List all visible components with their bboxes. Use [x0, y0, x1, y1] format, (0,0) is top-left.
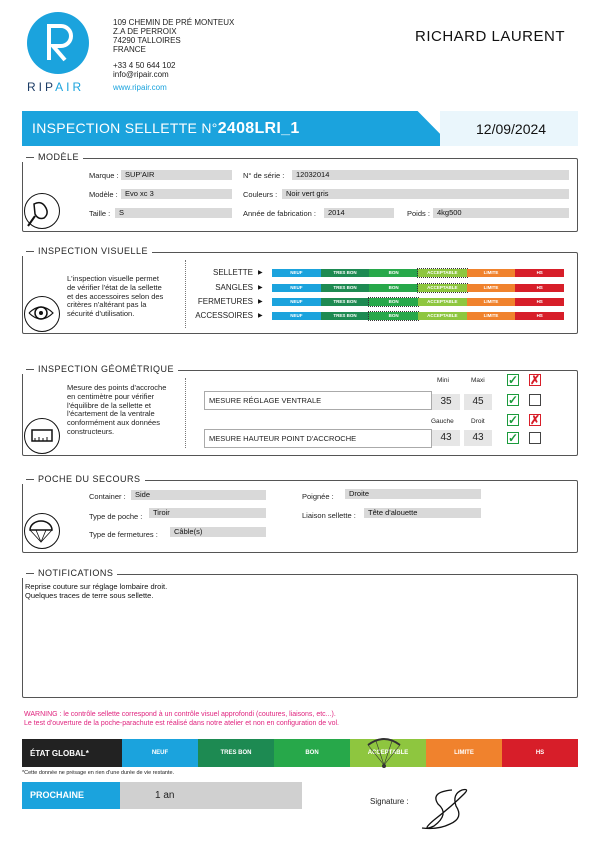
mesure1-max-value: 45 [464, 394, 492, 410]
secours-title: POCHE DU SECOURS [22, 474, 145, 484]
ripair-logo [27, 12, 89, 74]
logo-r-icon [27, 12, 89, 74]
couleurs-label: Couleurs : [243, 190, 278, 199]
revision-label: PROCHAINE RÉVISION [22, 782, 120, 809]
mesure2-right-value: 43 [464, 430, 492, 446]
type-poche-value: Tiroir [149, 508, 266, 518]
type-fermetures-value: Câble(s) [170, 527, 266, 537]
visuelle-description: L'inspection visuelle permet de vérifier l'état de la sellette et des accessoires selon des critères n'altérant pas la sécurité d'utilisation. [67, 274, 164, 319]
poignee-label: Poignée : [302, 492, 334, 501]
liaison-label: Liaison sellette : [302, 511, 356, 520]
serie-label: N° de série : [243, 171, 285, 180]
mesure2-header-right: Droit [471, 418, 485, 425]
rating-cell[interactable]: NEUF [272, 312, 321, 320]
global-scale-hs: HS [502, 739, 578, 767]
eye-icon [24, 296, 60, 332]
arrow-right-icon: ▶ [258, 270, 263, 276]
rating-cell[interactable]: HS [515, 284, 564, 292]
brand-name: RIPAIR [27, 80, 85, 94]
modele-label: Modèle : [89, 190, 118, 199]
rating-cell[interactable]: TRES BON [321, 298, 370, 306]
rating-cell[interactable]: TRES BON [321, 269, 370, 277]
poignee-value: Droite [345, 489, 481, 499]
marque-label: Marque : [89, 171, 119, 180]
mesure1-header-min: Mini [437, 377, 449, 384]
mesure1-min-value: 35 [432, 394, 460, 410]
rating-cell[interactable]: ACCEPTABLE [418, 284, 467, 292]
paraglider-marker-icon [364, 733, 404, 773]
type-fermetures-label: Type de fermetures : [89, 530, 158, 539]
global-label: ÉTAT GLOBAL* [22, 739, 122, 767]
container-value: Side [131, 490, 266, 500]
rating-cell[interactable]: BON [369, 312, 418, 320]
signature-label: Signature : [370, 797, 409, 806]
rating-cell[interactable]: NEUF [272, 284, 321, 292]
harness-icon [24, 193, 60, 229]
visuelle-row-label: ACCESSOIRES [195, 311, 253, 320]
mesure1-label: MESURE RÉGLAGE VENTRALE [204, 391, 432, 410]
arrow-right-icon: ▶ [258, 285, 263, 291]
revision-value: 1 an [120, 782, 302, 809]
visuelle-row-label: SELLETTE [212, 268, 253, 277]
checkbox-ko-mesure2[interactable] [529, 432, 541, 444]
poids-value: 4kg500 [433, 208, 569, 218]
arrow-right-icon: ▶ [258, 313, 263, 319]
warning-text: WARNING : le contrôle sellette correspond à un contrôle visuel approfondi (coutures, liaisons, etc...). Le test d'ouverture de la poche-parachute est réalisé dans notre atelier et non en configuration de vol. [24, 711, 339, 727]
checkbox-ok-mesure2[interactable]: ✓ [508, 431, 519, 445]
visuelle-row-label: FERMETURES [197, 297, 253, 306]
annee-value: 2014 [324, 208, 394, 218]
global-scale-bon: BON [274, 739, 350, 767]
mesure1-header-max: Maxi [471, 377, 485, 384]
rating-cell[interactable]: NEUF [272, 269, 321, 277]
arrow-right-icon: ▶ [258, 299, 263, 305]
rating-cell[interactable]: TRES BON [321, 284, 370, 292]
rating-cell[interactable]: TRES BON [321, 312, 370, 320]
inspection-date: 12/09/2024 [476, 121, 547, 137]
rating-scale [272, 284, 564, 292]
poids-label: Poids : [407, 209, 430, 218]
rating-cell[interactable]: LIMITE [467, 269, 516, 277]
measure-icon [24, 418, 60, 454]
divider [185, 378, 186, 448]
mesure2-left-value: 43 [432, 430, 460, 446]
check-ko-icon[interactable]: ✗ [530, 373, 541, 387]
signature-image [412, 784, 492, 834]
couleurs-value: Noir vert gris [282, 189, 569, 199]
type-poche-label: Type de poche : [89, 512, 143, 521]
rating-cell[interactable]: LIMITE [467, 312, 516, 320]
global-scale-limite: LIMITE [426, 739, 502, 767]
rating-cell[interactable]: BON [369, 269, 418, 277]
global-scale-tres-bon: TRES BON [198, 739, 274, 767]
modele-value: Evo xc 3 [121, 189, 232, 199]
checkbox-ok-mesure1[interactable]: ✓ [508, 393, 519, 407]
phone: +33 4 50 644 102 [113, 61, 176, 70]
inspection-title: INSPECTION SELLETTE N°2408LRI_1 [32, 120, 300, 137]
website-link[interactable]: www.ripair.com [113, 83, 167, 92]
global-state-bar [22, 739, 578, 767]
check-ko-icon[interactable]: ✗ [530, 413, 541, 427]
taille-label: Taille : [89, 209, 111, 218]
taille-value: S [115, 208, 232, 218]
modele-title: MODÈLE [22, 152, 83, 162]
rating-cell[interactable]: ACCEPTABLE [418, 298, 467, 306]
rating-cell[interactable]: ACCEPTABLE [418, 312, 467, 320]
geometrique-title: INSPECTION GÉOMÉTRIQUE [22, 364, 178, 374]
marque-value: SUP'AIR [121, 170, 232, 180]
notifications-title: NOTIFICATIONS [22, 568, 117, 578]
global-footnote: *Cette donnée ne présage en rien d'une durée de vie restante. [22, 770, 175, 776]
owner-name: RICHARD LAURENT [415, 28, 566, 45]
annee-label: Année de fabrication : [243, 209, 316, 218]
rating-cell[interactable]: HS [515, 312, 564, 320]
rating-scale [272, 269, 564, 277]
rating-cell[interactable]: HS [515, 269, 564, 277]
check-ok-icon[interactable]: ✓ [508, 373, 519, 387]
rating-cell[interactable]: NEUF [272, 298, 321, 306]
global-scale-neuf: NEUF [122, 739, 198, 767]
check-ok-icon[interactable]: ✓ [508, 413, 519, 427]
container-label: Container : [89, 492, 126, 501]
rating-cell[interactable]: BON [369, 284, 418, 292]
notifications-text: Reprise couture sur réglage lombaire droit. Quelques traces de terre sous sellette. [25, 582, 168, 600]
checkbox-ko-mesure1[interactable] [529, 394, 541, 406]
visuelle-row-label: SANGLES [215, 283, 253, 292]
parachute-icon [24, 513, 60, 549]
rating-cell[interactable]: BON [369, 298, 418, 306]
serie-value: 12032014 [292, 170, 569, 180]
rating-scale [272, 312, 564, 320]
rating-cell[interactable]: LIMITE [467, 298, 516, 306]
rating-cell[interactable]: ACCEPTABLE [418, 269, 467, 277]
rating-cell[interactable]: HS [515, 298, 564, 306]
global-scale-acceptable: ACCEPTABLE [350, 739, 426, 767]
geometrique-description: Mesure des points d'accroche en centimètre pour vérifier l'équilibre de la sellette et l'écartement de la ventrale conformément aux données constructeurs. [67, 383, 167, 436]
visuelle-title: INSPECTION VISUELLE [22, 246, 152, 256]
company-address: 109 CHEMIN DE PRÉ MONTEUX Z.A DE PERROIX 74290 TALLOIRES FRANCE +33 4 50 644 102 info@ripair.com www.ripair.com [113, 18, 235, 92]
rating-scale [272, 298, 564, 306]
email: info@ripair.com [113, 70, 169, 79]
mesure2-header-left: Gauche [431, 418, 454, 425]
mesure2-label: MESURE HAUTEUR POINT D'ACCROCHE [204, 429, 432, 448]
liaison-value: Tête d'alouette [364, 508, 481, 518]
rating-cell[interactable]: LIMITE [467, 284, 516, 292]
